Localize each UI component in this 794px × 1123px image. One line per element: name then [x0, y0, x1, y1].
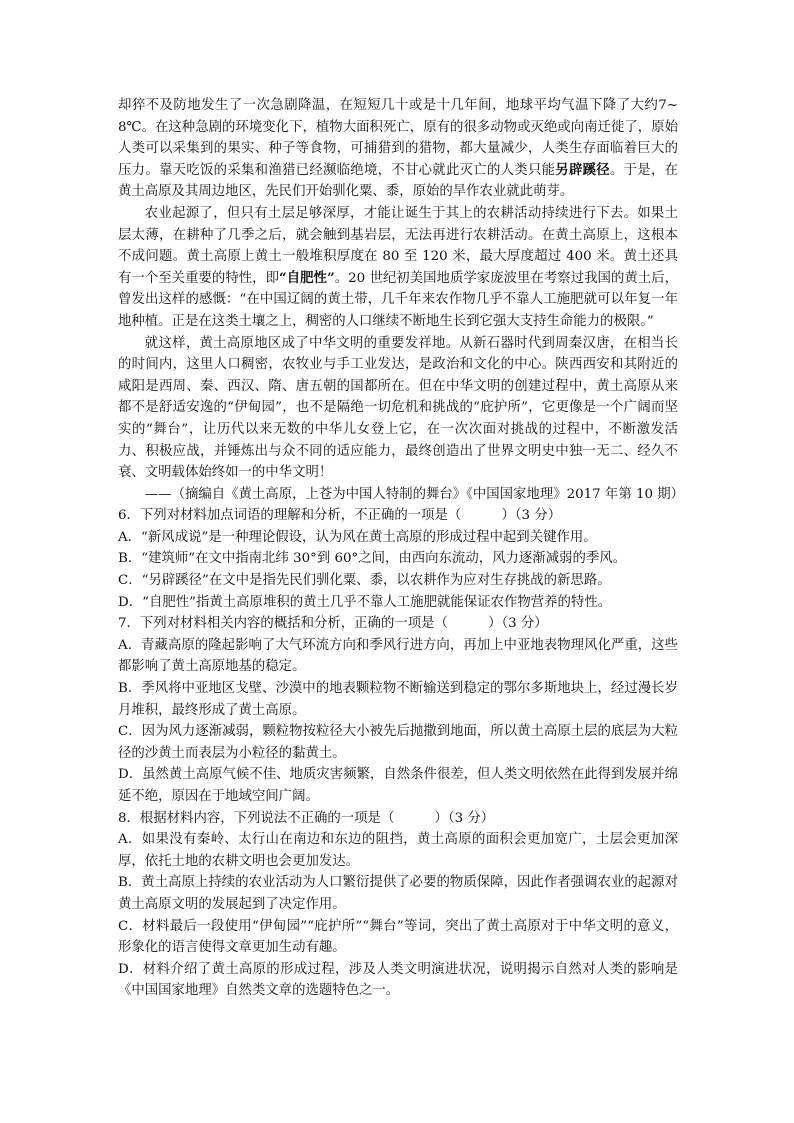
question-7-option-b: B．季风将中亚地区戈壁、沙漠中的地表颗粒物不断输送到稳定的鄂尔多斯地块上，经过漫长岁月堆积，最终形成了黄土高原。 — [118, 681, 678, 718]
question-7-stem: 7．下列对材料相关内容的概括和分析，正确的一项是（ ）（3 分） — [118, 616, 548, 632]
emphasized-term: “自肥性” — [279, 269, 335, 286]
question-7-option-d: D．虽然黄土高原气候不佳、地质灾害频繁，自然条件很差，但人类文明依然在此得到发展并绵延不绝，原因在于地域空间广阔。 — [118, 767, 678, 804]
question-8-stem: 8．根据材料内容，下列说法不正确的一项是（ ）（3 分） — [118, 810, 495, 826]
question-6-stem: 6．下列对材料加点词语的理解和分析，不正确的一项是（ ）（3 分） — [118, 508, 562, 524]
question-7-option-c: C．因为风力逐渐减弱，颗粒物按粒径大小被先后抛撒到地面，所以黄土高原土层的底层为大粒径的沙黄土而表层为小粒径的黏黄土。 — [118, 724, 678, 761]
passage-paragraph-1 — [118, 95, 678, 203]
source-citation: ——（摘编自《黄土高原，上苍为中国人特制的舞台》《中国国家地理》2017 年第 10 期） — [144, 486, 685, 502]
question-8-option-d: D．材料介绍了黄土高原的形成过程，涉及人类文明演进状况，说明揭示自然对人类的影响是《中国国家地理》自然类文章的选题特色之一。 — [118, 961, 678, 999]
passage-text: 却猝不及防地发生了一次急剧降温，在短短几十或是十几年间，地球平均气温下降了大约7~8℃。在这种急剧的环境变化下，植物大面积死亡，原有的很多动物或灭绝或向南迁徙了，原始人类可以采集到的果实、种子等食物，可捕猎到的猎物，都大量减少，人类生存面临着巨大的压力。靠天吃饭的采集和渔猎已经濒临绝境，不甘心就此灭亡的人类只能 — [118, 98, 678, 178]
question-8-option-a: A．如果没有秦岭、太行山在南边和东边的阻挡，黄土高原的面积会更加宽广，土层会更加深厚，依托土地的农耕文明也会更加发达。 — [118, 832, 678, 869]
question-8-option-b: B．黄土高原上持续的农业活动为人口繁衍提供了必要的物质保障，因此作者强调农业的起源对黄土高原文明的发展起到了决定作用。 — [118, 875, 678, 912]
question-8-option-c: C．材料最后一段使用“伊甸园”“庇护所”“舞台”等词，突出了黄土高原对于中华文明的意义，形象化的语言使得文章更加生动有趣。 — [118, 918, 678, 956]
question-6-option-b: B．“建筑师”在文中指南北纬 30°到 60°之间，由西向东流动，风力逐渐减弱的季风。 — [118, 551, 627, 567]
question-6-option-c: C．“另辟蹊径”在文中是指先民们驯化粟、黍，以农耕作为应对生存挑战的新思路。 — [118, 573, 611, 589]
question-6-option-a: A．“新风成说”是一种理论假设，认为风在黄土高原的形成过程中起到关键作用。 — [118, 529, 597, 545]
emphasized-term: 另辟蹊径 — [555, 161, 610, 178]
passage-text: 。20 世纪初美国地质学家庞波里在考察过我国的黄土后，曾发出这样的感慨：“在中国辽阔的黄土带，几千年来农作物几乎不靠人工施肥就可以年复一年地种植。正是在这类土壤之上，稠密的人口继续不断地生长到它强大支持生命能力的极限。” — [118, 270, 679, 329]
question-7-option-a: A．青藏高原的隆起影响了大气环流方向和季风行进方向，再加上中亚地表物理风化严重，这些都影响了黄土高原地基的稳定。 — [118, 637, 678, 675]
passage-paragraph-3: 就这样，黄土高原地区成了中华文明的重要发祥地。从新石器时代到周秦汉唐，在相当长的时间内，这里人口稠密，农牧业与手工业发达，是政治和文化的中心。陕西西安和其附近的咸阳是西周、秦、西汉、隋、唐五朝的国都所在。但在中华文明的创建过程中，黄土高原从来都不是舒适安逸的“伊甸园”，也不是隔绝一切危机和挑战的“庇护所”，它更像是一个广阔而坚实的“舞台”，让历代以来无数的中华儿女登上它，在一次次面对挑战的过程中，不断激发活力、积极应战，并锤炼出与众不同的适应能力，最终创造出了世界文明史中独一无二、经久不衰、文明载体始终如一的中华文明！ — [118, 335, 678, 481]
passage-text: 。于是，在黄土高原及其周边地区，先民们开始驯化粟、黍，原始的旱作农业就此萌芽。 — [118, 162, 679, 200]
document-page — [118, 95, 685, 1002]
question-6-option-d: D．“自肥性”指黄土高原堆积的黄土几乎不靠人工施肥就能保证农作物营养的特性。 — [118, 594, 612, 610]
passage-paragraph-2 — [118, 203, 678, 333]
passage-text: 农业起源了，但只有土层足够深厚，才能让诞生于其上的农耕活动持续进行下去。如果土层太薄，在耕种了几季之后，就会触到基岩层，无法再进行农耕活动。在黄土高原上，这根本不成问题。黄土高原上黄土一般堆积厚度在 80 至 120 米，最大厚度超过 400 米。黄土还具有一个至关重要的特性，即 — [118, 205, 678, 286]
